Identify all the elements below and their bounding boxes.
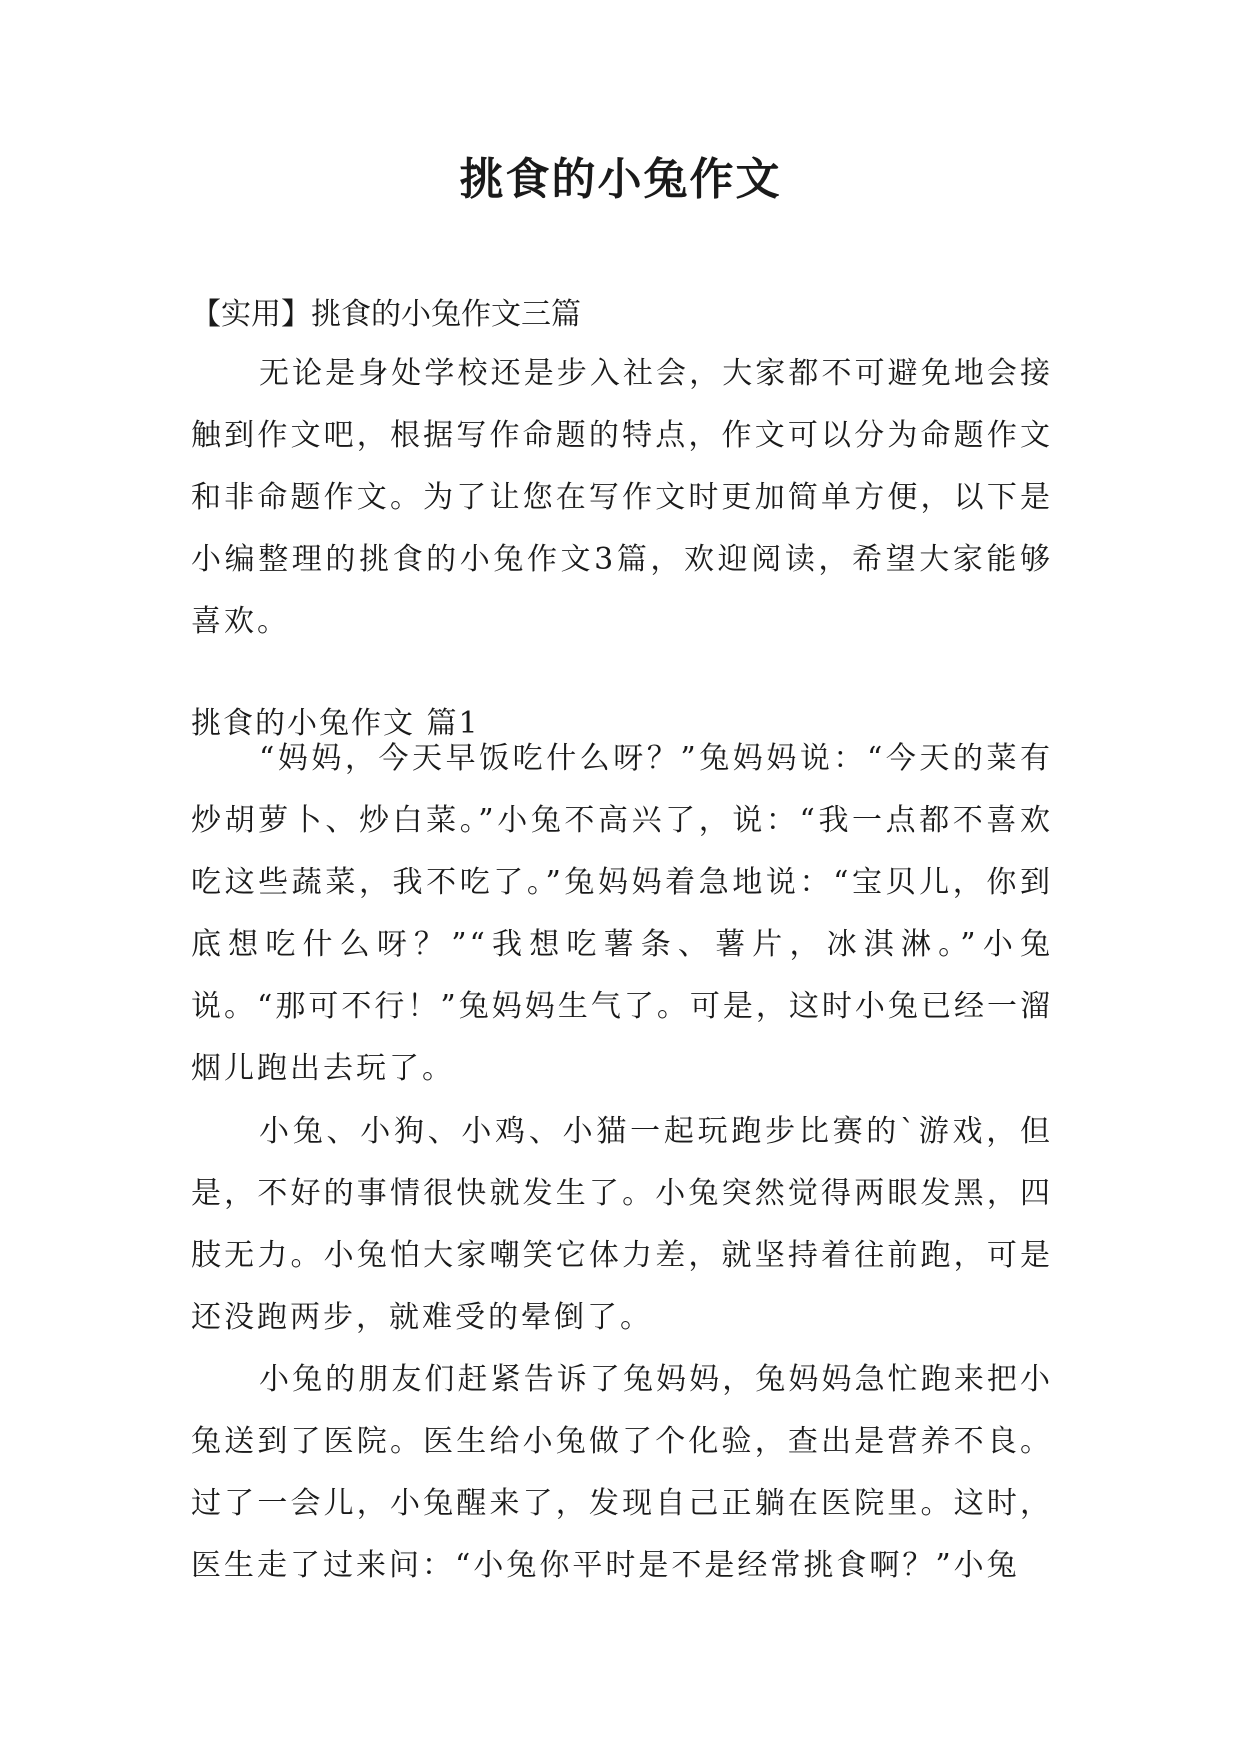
document-title: 挑食的小兔作文 <box>459 154 782 205</box>
body-paragraph: 小兔、小狗、小鸡、小猫一起玩跑步比赛的`游戏，但是，不好的事情很快就发生了。小兔突然觉得两眼发黑，四肢无力。小兔怕大家嘲笑它体力差，就坚持着往前跑，可是还没跑两步，就难受的晕倒了。 <box>191 1114 1053 1335</box>
body-paragraph: “妈妈，今天早饭吃什么呀？”兔妈妈说：“今天的菜有炒胡萝卜、炒白菜。”小兔不高兴了，说：“我一点都不喜欢吃这些蔬菜，我不吃了。”兔妈妈着急地说：“宝贝儿，你到底想吃什么呀？”“我想吃薯条、薯片，冰淇淋。”小兔说。“那可不行！”兔妈妈生气了。可是，这时小兔已经一溜烟儿跑出去玩了。 <box>191 741 1053 1086</box>
document-subtitle: 【实用】挑食的小兔作文三篇 <box>191 297 581 332</box>
body-paragraph: 小兔的朋友们赶紧告诉了兔妈妈，兔妈妈急忙跑来把小兔送到了医院。医生给小兔做了个化验，查出是营养不良。过了一会儿，小兔醒来了，发现自己正躺在医院里。这时，医生走了过来问：“小兔你平时是不是经常挑食啊？”小兔 <box>191 1362 1053 1583</box>
intro-paragraph: 无论是身处学校还是步入社会，大家都不可避免地会接触到作文吧，根据写作命题的特点，作文可以分为命题作文和非命题作文。为了让您在写作文时更加简单方便，以下是小编整理的挑食的小兔作文3篇，欢迎阅读，希望大家能够喜欢。 <box>191 356 1053 639</box>
section-heading: 挑食的小兔作文 篇1 <box>191 706 480 741</box>
